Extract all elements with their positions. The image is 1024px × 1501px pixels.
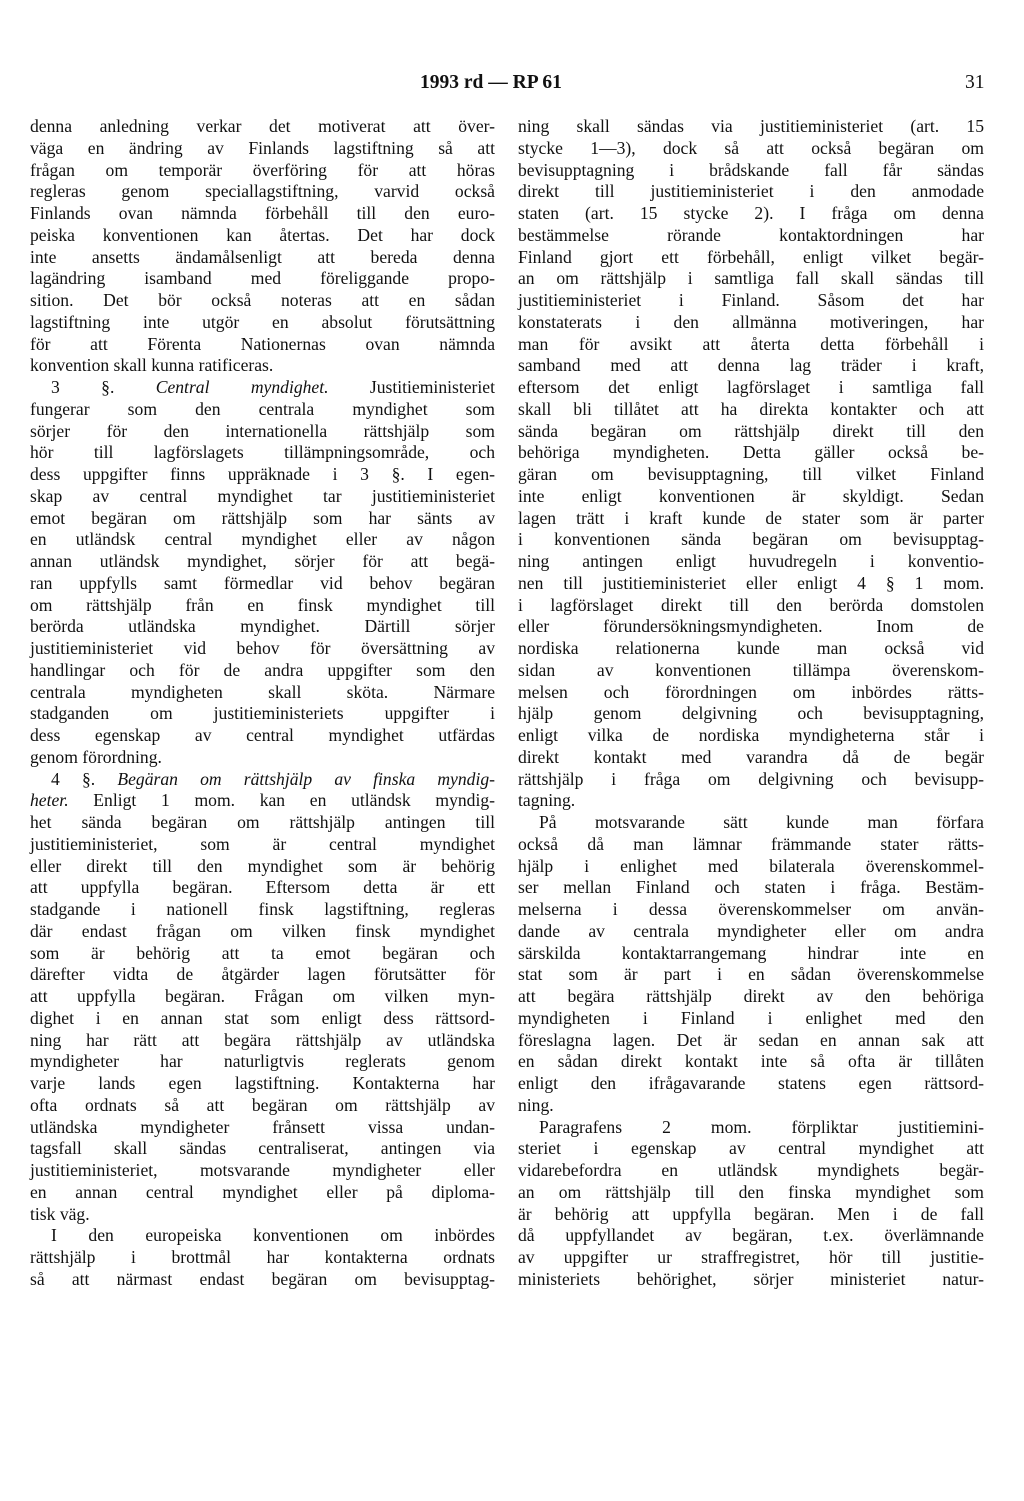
text-line: justitieministeriet, motsvarande myndigheter eller (30, 1160, 495, 1180)
text-line: På motsvarande sätt kunde man förfara (539, 812, 984, 832)
text-line: eller direkt till den myndighet som är behörig (30, 855, 495, 876)
text-line: vidarebefordra en utländsk myndighets begär- (518, 1160, 984, 1180)
text-line: rättshjälp i brottmål har kontakterna ordnats (30, 1247, 495, 1267)
text-line: ning skall sändas via justitieministeriet (art. 15 (518, 116, 984, 136)
text-line: stadganden om justitieministeriets uppgifter i (30, 703, 495, 724)
text-line: en sådan direkt kontakt inte så ofta är tillåten (518, 1051, 984, 1072)
line-text: Enligt 1 mom. kan en utländsk myndig- (68, 790, 495, 811)
text-line: eller förundersökningsmyndigheten. Inom de (518, 616, 984, 637)
text-line: en utländsk central myndighet eller av någon (30, 529, 495, 550)
text-line: varje lands egen lagstiftning. Kontakterna har (30, 1073, 495, 1093)
text-line: regleras genom speciallagstiftning, varvid också (30, 181, 495, 202)
text-line: bevisupptagning i brådskande fall får sändas (518, 159, 984, 180)
line-text: 3 §. (51, 377, 156, 397)
text-line: myndigheten i Finland i enlighet med den (518, 1007, 984, 1028)
text-line: emot begäran om rättshjälp som har sänts av (30, 507, 495, 528)
text-line: stadgande i nationell finsk lagstiftning, regleras (30, 899, 495, 919)
text-line: ning. (518, 1094, 554, 1115)
text-line: handlingar och för de andra uppgifter som den (30, 659, 495, 680)
text-line: så att närmast endast begäran om bevisupptag- (30, 1268, 495, 1289)
text-line: gäran om bevisupptagning, till vilket Finland (518, 464, 984, 484)
text-line: sända begäran om rättshjälp direkt till den (518, 420, 984, 441)
left-text-column (30, 116, 495, 1291)
text-line: Finlands ovan nämnda förbehåll till den euro- (30, 203, 495, 223)
text-line: i konventionen sända begäran om bevisupptag- (518, 529, 984, 550)
page-header (0, 72, 1024, 102)
section-heading: heter. (30, 790, 69, 811)
text-line: denna anledning verkar det motiverat att över- (30, 116, 495, 136)
text-line: dande av centrala myndigheter eller om andra (518, 920, 984, 941)
text-line: direkt till justitieministeriet i den anmodade (518, 181, 984, 202)
text-line: nordiska relationerna kunde man också vid (518, 638, 984, 658)
text-line: dighet i en annan stat som enligt dess rättsord- (30, 1007, 495, 1028)
text-line: peiska konventionen kan återtas. Det har dock (30, 224, 495, 245)
text-line: ser mellan Finland och staten i fråga. Bestäm- (518, 877, 984, 898)
text-line (30, 769, 495, 791)
text-line: särskilda kontaktarrangemang hindrar inte en (518, 942, 984, 963)
text-line: nen till justitieministeriet eller enligt 4 § 1 mom. (518, 572, 984, 593)
text-line: man för avsikt att återta detta förbehåll i (518, 333, 984, 354)
running-title: 1993 rd — RP 61 (420, 72, 562, 93)
text-line: justitieministeriet, som är central myndighet (30, 833, 495, 854)
text-line: ning har rätt att begära rättshjälp av utländska (30, 1029, 495, 1050)
text-line (30, 377, 495, 399)
text-line: hjälp genom delgivning och bevisupptagning, (518, 703, 984, 724)
text-line: lagen trätt i kraft kunde de stater som är parter (518, 507, 984, 528)
text-line: inte ansetts ändamålsenligt att bereda denna (30, 246, 495, 267)
line-text: Justitieministeriet (328, 377, 495, 397)
text-line: då uppfyllandet av begäran, t.ex. överlämnande (518, 1225, 984, 1246)
text-line: justitieministeriet vid behov för översättning av (30, 638, 495, 658)
line-text: 4 §. (51, 768, 118, 789)
text-line: av uppgifter ur straffregistret, hör till justitie- (518, 1247, 984, 1267)
text-line (30, 790, 495, 812)
text-line: att uppfylla begäran. Eftersom detta är ett (30, 877, 495, 898)
text-line: Finland gjort ett förbehåll, enligt vilket begär- (518, 246, 984, 267)
section-heading: Central myndighet. (155, 377, 329, 397)
text-line: ning antingen enligt huvudregeln i konventio- (518, 551, 984, 571)
text-line: också då man lämnar främmande stater rätts- (518, 833, 984, 854)
text-line: sörjer för den internationella rättshjälp som (30, 420, 495, 441)
text-line: samband med att denna lag träder i kraft, (518, 355, 984, 376)
text-line: att uppfylla begäran. Frågan om vilken myn- (30, 986, 495, 1006)
text-line: enligt vilka de nordiska myndigheterna står i (518, 725, 984, 745)
text-line: melserna i dessa överenskommelser om använ- (518, 899, 984, 919)
text-line: direkt kontakt med varandra då de begär (518, 746, 984, 767)
text-line: hjälp i enlighet med bilaterala överenskommel- (518, 855, 984, 876)
text-line: konstaterats i den allmänna motiveringen, har (518, 311, 984, 332)
text-line: myndigheter har naturligtvis reglerats genom (30, 1051, 495, 1072)
section-heading: Begäran om rättshjälp av finska myndig- (117, 768, 495, 789)
text-line: melsen och förordningen om inbördes rätts- (518, 681, 984, 702)
text-line: lagändring isamband med föreliggande propo- (30, 268, 495, 289)
text-line: om rättshjälp från en finsk myndighet till (30, 594, 495, 615)
text-line: föreslagna lagen. Det är sedan en annan sak att (518, 1029, 984, 1050)
text-line: som är behörig att ta emot begäran och (30, 942, 495, 963)
text-line: fungerar som den centrala myndighet som (30, 398, 495, 419)
text-line: tagning. (518, 790, 576, 811)
text-line: dess uppgifter finns uppräknade i 3 §. I egen- (30, 464, 495, 484)
text-line: i lagförslaget direkt till den berörda domstolen (518, 594, 984, 615)
text-line: an om rättshjälp till den finska myndighet som (518, 1181, 984, 1202)
text-line: sition. Det bör också noteras att en sådan (30, 290, 495, 310)
text-line: därefter vidta de åtgärder lagen förutsätter för (30, 964, 495, 985)
text-line: I den europeiska konventionen om inbördes (51, 1225, 495, 1246)
right-text-column (518, 116, 984, 1291)
text-line: dess egenskap av central myndighet utfärdas (30, 725, 495, 745)
text-line: berörda utländska myndighet. Därtill sörjer (30, 616, 495, 637)
text-line: hör till lagförslagets tillämpningsområde, och (30, 442, 495, 463)
text-line: inte enligt konventionen är skyldigt. Sedan (518, 485, 984, 506)
text-line: steriet i egenskap av central myndighet att (518, 1138, 984, 1159)
text-line: är behörig att uppfylla begäran. Men i de fall (518, 1203, 984, 1224)
text-line: stycke 1—3), dock så att också begäran om (518, 137, 984, 158)
text-line: enligt den ifrågavarande statens egen rättsord- (518, 1073, 984, 1093)
text-line: där endast frågan om vilken finsk myndighet (30, 920, 495, 941)
text-line: rättshjälp i fråga om delgivning och bevisupp- (518, 768, 984, 789)
text-line: an om rättshjälp i samtliga fall skall sändas till (518, 268, 984, 289)
text-line: konvention skall kunna ratificeras. (30, 355, 274, 376)
text-line: eftersom det enligt lagförslaget i samtliga fall (518, 377, 984, 397)
text-line: ofta ordnats så att begäran om rättshjälp av (30, 1094, 495, 1115)
text-line: för att Förenta Nationernas ovan nämnda (30, 333, 495, 354)
text-line: ran uppfylls samt förmedlar vid behov begäran (30, 572, 495, 593)
text-line: tagsfall skall sändas centraliserat, antingen via (30, 1138, 495, 1159)
text-line: Paragrafens 2 mom. förpliktar justitiemini- (539, 1116, 984, 1137)
text-line: tisk väg. (30, 1203, 90, 1224)
text-line: skap av central myndighet tar justitieministeriet (30, 485, 495, 506)
text-line: het sända begäran om rättshjälp antingen till (30, 812, 495, 832)
text-line: frågan om temporär överföring för att höras (30, 159, 495, 180)
text-line: justitieministeriet i Finland. Såsom det har (518, 290, 984, 310)
text-line: genom förordning. (30, 746, 162, 767)
text-line: behöriga myndigheten. Detta gäller också be- (518, 442, 984, 463)
text-line: annan utländsk myndighet, sörjer för att begä- (30, 551, 495, 571)
text-line: ministeriets behörighet, sörjer ministeriet natur- (518, 1268, 984, 1289)
text-line: sidan av konventionen tillämpa överenskom- (518, 659, 984, 680)
text-line: stat som är part i en sådan överenskommelse (518, 964, 984, 985)
text-line: väga en ändring av Finlands lagstiftning så att (30, 137, 495, 158)
text-line: centrala myndigheten skall sköta. Närmare (30, 681, 495, 702)
text-line: en annan central myndighet eller på diploma- (30, 1181, 495, 1202)
page-number: 31 (965, 72, 985, 93)
text-line: lagstiftning inte utgör en absolut förutsättning (30, 311, 495, 332)
text-line: skall bli tillåtet att ha direkta kontakter och att (518, 398, 984, 419)
text-line: att begära rättshjälp direkt av den behöriga (518, 986, 984, 1006)
text-line: bestämmelse rörande kontaktordningen har (518, 224, 984, 245)
text-line: utländska myndigheter frånsett vissa undan- (30, 1116, 495, 1137)
text-line: staten (art. 15 stycke 2). I fråga om denna (518, 203, 984, 223)
